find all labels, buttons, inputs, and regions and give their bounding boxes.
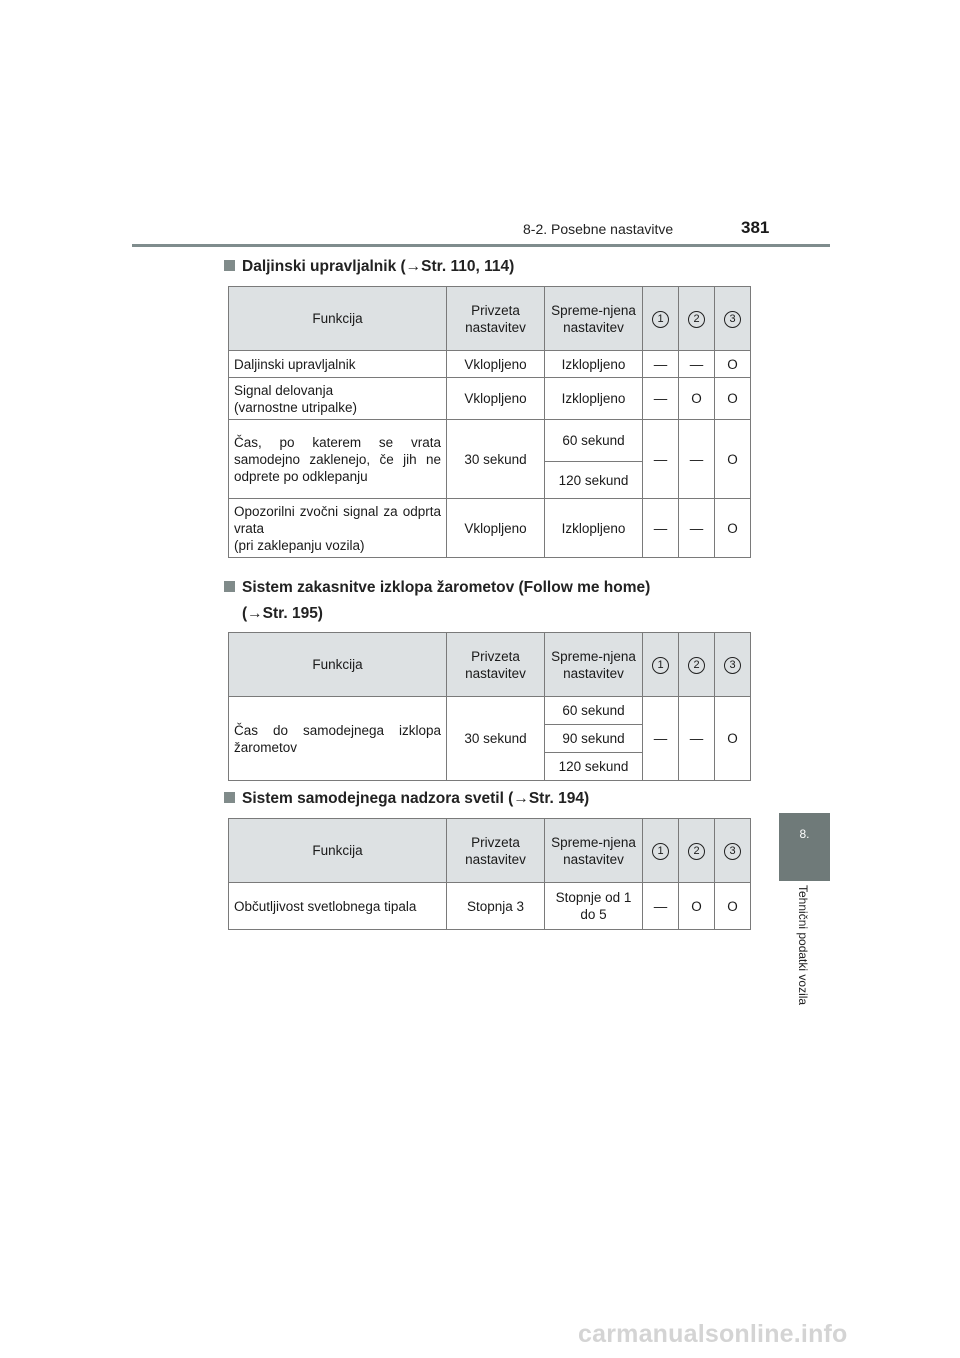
section-title-text: Sistem zakasnitve izklopa žarometov (Follow me home) — [242, 579, 651, 596]
col-header-3 — [715, 633, 751, 697]
cell-c2: — — [679, 499, 715, 558]
cell-c2: — — [679, 420, 715, 499]
cell-changed: 90 sekund — [545, 725, 643, 753]
cell-changed: Izklopljeno — [545, 378, 643, 420]
section-title-text: Sistem samodejnega nadzora svetil (→Str. 194) — [242, 790, 590, 807]
cell-c1: — — [643, 420, 679, 499]
cell-c1: — — [643, 697, 679, 781]
circled-1-icon: 1 — [652, 843, 669, 860]
col-header-1 — [643, 633, 679, 697]
col-header-2 — [679, 287, 715, 351]
cell-c1: — — [643, 378, 679, 420]
cell-c3: O — [715, 378, 751, 420]
cell-function: Čas, po katerem se vrata samodejno zaklenejo, če jih ne odprete po odklepanju — [229, 420, 447, 499]
section-title-auto-lights — [224, 786, 589, 812]
table-row — [229, 351, 751, 378]
cell-function: Daljinski upravljalnik — [229, 351, 447, 378]
cell-c2: O — [679, 378, 715, 420]
watermark: carmanualsonline.info — [578, 1320, 848, 1348]
cell-c3: O — [715, 883, 751, 930]
chapter-tab: 8. — [779, 813, 830, 881]
cell-c2: — — [679, 697, 715, 781]
settings-table-remote — [228, 286, 751, 558]
square-bullet-icon — [224, 260, 235, 271]
cell-c1: — — [643, 883, 679, 930]
circled-3-icon: 3 — [724, 843, 741, 860]
settings-table-auto-lights — [228, 818, 751, 930]
section-title-remote — [224, 254, 514, 280]
header-rule — [132, 244, 830, 247]
col-header-1 — [643, 287, 679, 351]
cell-default: 30 sekund — [447, 420, 545, 499]
circled-1-icon: 1 — [652, 311, 669, 328]
cell-c1: — — [643, 499, 679, 558]
col-header-default: Privzeta nastavitev — [447, 287, 545, 351]
circled-3-icon: 3 — [724, 311, 741, 328]
cell-default: 30 sekund — [447, 697, 545, 781]
function-line: Signal delovanja — [234, 382, 334, 398]
col-header-1 — [643, 819, 679, 883]
col-header-3 — [715, 287, 751, 351]
section-title-text: Daljinski upravljalnik (→Str. 110, 114) — [242, 258, 515, 275]
function-line: (varnostne utripalke) — [234, 399, 358, 415]
settings-table-follow-me-home — [228, 632, 751, 781]
chapter-side-text: Tehnični podatki vozila — [796, 885, 810, 1006]
cell-default: Vklopljeno — [447, 499, 545, 558]
circled-2-icon: 2 — [688, 657, 705, 674]
col-header-default: Privzeta nastavitev — [447, 633, 545, 697]
cell-c3: O — [715, 351, 751, 378]
circled-2-icon: 2 — [688, 843, 705, 860]
function-line: (pri zaklepanju vozila) — [234, 537, 365, 553]
cell-changed: 120 sekund — [545, 753, 643, 781]
table-row — [229, 499, 751, 558]
cell-c3: O — [715, 420, 751, 499]
cell-default: Vklopljeno — [447, 378, 545, 420]
page-number: 381 — [741, 218, 770, 237]
col-header-function: Funkcija — [229, 819, 447, 883]
circled-2-icon: 2 — [688, 311, 705, 328]
col-header-2 — [679, 819, 715, 883]
cell-function: Čas do samodejnega izklopa žarometov — [229, 697, 447, 781]
col-header-2 — [679, 633, 715, 697]
cell-c2: — — [679, 351, 715, 378]
cell-changed: Izklopljeno — [545, 351, 643, 378]
cell-c3: O — [715, 499, 751, 558]
section-title-ref: (→Str. 195) — [242, 605, 323, 622]
table-row — [229, 378, 751, 420]
col-header-changed: Spreme-njena nastavitev — [545, 287, 643, 351]
cell-changed: 60 sekund — [545, 697, 643, 725]
header-section-title: 8-2. Posebne nastavitve — [523, 221, 674, 237]
cell-c2: O — [679, 883, 715, 930]
col-header-function: Funkcija — [229, 287, 447, 351]
table-row — [229, 883, 751, 930]
cell-changed: 120 sekund — [545, 462, 643, 499]
cell-c1: — — [643, 351, 679, 378]
cell-default: Vklopljeno — [447, 351, 545, 378]
col-header-default: Privzeta nastavitev — [447, 819, 545, 883]
square-bullet-icon — [224, 581, 235, 592]
function-line: Opozorilni zvočni signal za odprta vrata — [234, 503, 441, 536]
cell-function — [229, 378, 447, 420]
table-row — [229, 697, 751, 725]
cell-changed: 60 sekund — [545, 420, 643, 462]
cell-function: Občutljivost svetlobnega tipala — [229, 883, 447, 930]
cell-changed: Izklopljeno — [545, 499, 643, 558]
circled-3-icon: 3 — [724, 657, 741, 674]
cell-c3: O — [715, 697, 751, 781]
col-header-changed: Spreme-njena nastavitev — [545, 633, 643, 697]
circled-1-icon: 1 — [652, 657, 669, 674]
cell-function — [229, 499, 447, 558]
col-header-3 — [715, 819, 751, 883]
col-header-function: Funkcija — [229, 633, 447, 697]
section-title-follow-me-home — [224, 575, 650, 627]
col-header-changed: Spreme-njena nastavitev — [545, 819, 643, 883]
cell-changed: Stopnje od 1 do 5 — [545, 883, 643, 930]
table-row — [229, 420, 751, 462]
chapter-side-label — [796, 885, 812, 1035]
square-bullet-icon — [224, 792, 235, 803]
cell-default: Stopnja 3 — [447, 883, 545, 930]
